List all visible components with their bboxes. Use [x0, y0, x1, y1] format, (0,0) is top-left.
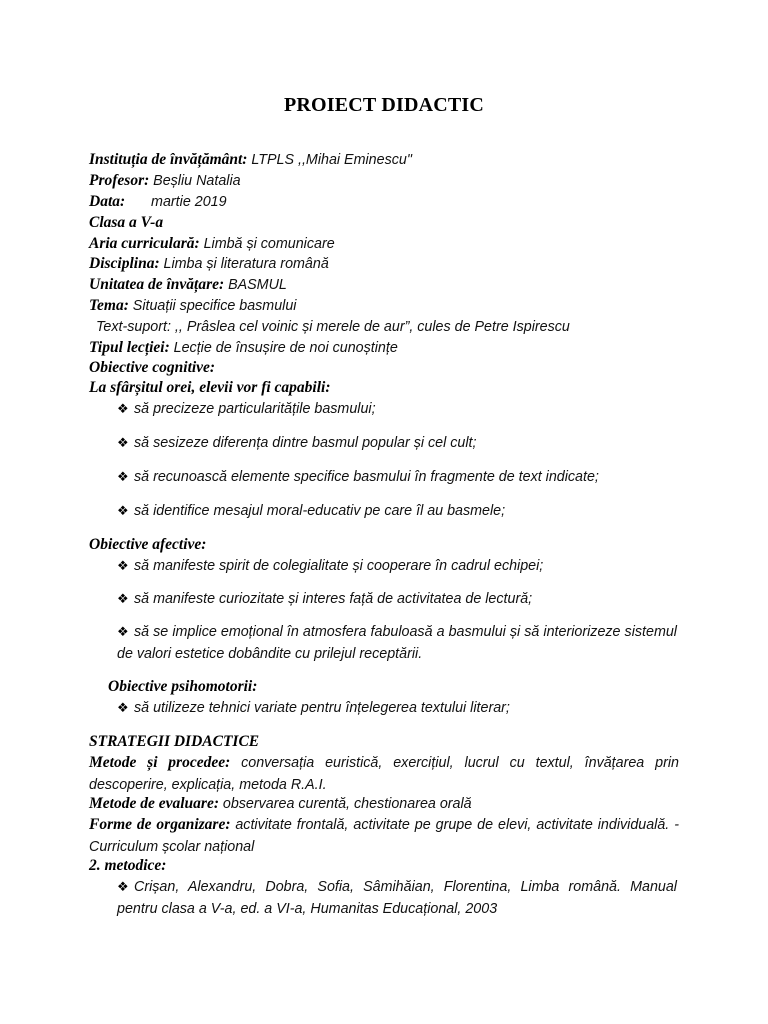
- list-item-text: să se implice emoțional în atmosfera fabuloasă a basmului și să interiorizeze sistemul de valori estetice dobândite cu prilejul receptării.: [117, 624, 677, 662]
- cognitive-objectives-label: Obiective cognitive:: [89, 359, 216, 376]
- institution-label: Instituția de învățământ:: [89, 151, 248, 168]
- teacher-value: Beșliu Natalia: [153, 173, 241, 189]
- theme-label: Tema:: [89, 297, 129, 314]
- list-item: [117, 398, 677, 420]
- organization-paragraph: [89, 814, 679, 858]
- methods-label: Metode și procedee:: [89, 754, 231, 771]
- list-item: [117, 876, 677, 920]
- strategies-heading: STRATEGII DIDACTICE: [89, 733, 260, 750]
- support-text: Text-suport: ,, Prâslea cel voinic și merele de aur”, cules de Petre Ispirescu: [96, 319, 570, 335]
- evaluation-label: Metode de evaluare:: [89, 795, 219, 812]
- cognitive-objectives-intro-text: La sfârșitul orei, elevii vor fi capabili:: [89, 379, 331, 396]
- bullet-icon: ❖: [117, 401, 129, 416]
- curricular-area-line: [89, 234, 679, 254]
- list-item-text: să recunoască elemente specifice basmului în fragmente de text indicate;: [134, 469, 599, 485]
- page-title: PROIECT DIDACTIC: [283, 94, 485, 116]
- cognitive-objectives-heading: [89, 358, 679, 378]
- bullet-icon: ❖: [117, 879, 129, 894]
- list-item-text: să sesizeze diferența dintre basmul popular și cel cult;: [134, 435, 477, 451]
- methods-paragraph: [89, 752, 679, 796]
- support-text-line: [96, 317, 686, 337]
- evaluation-line: [89, 794, 679, 814]
- date-value: martie 2019: [151, 194, 227, 210]
- psychomotor-objectives-label: Obiective psihomotorii:: [108, 678, 258, 695]
- list-item: [117, 500, 677, 522]
- list-item: [117, 697, 677, 719]
- discipline-value: Limba și literatura română: [163, 256, 329, 272]
- curricular-area-label: Aria curriculară:: [89, 235, 200, 252]
- institution-value: LTPLS ,,Mihai Eminescu": [251, 152, 412, 168]
- cognitive-objectives-intro: [89, 378, 679, 398]
- list-item-text: să precizeze particularitățile basmului;: [134, 401, 376, 417]
- learning-unit-value: BASMUL: [228, 277, 287, 293]
- methodical-line: [89, 856, 679, 876]
- teacher-line: [89, 171, 679, 191]
- lesson-type-label: Tipul lecției:: [89, 339, 170, 356]
- date-line: [89, 192, 679, 212]
- learning-unit-label: Unitatea de învățare:: [89, 276, 225, 293]
- bullet-icon: ❖: [117, 624, 129, 639]
- methodical-label: 2. metodice:: [89, 857, 167, 874]
- bullet-icon: ❖: [117, 700, 129, 715]
- bullet-icon: ❖: [117, 503, 129, 518]
- list-item: [117, 555, 677, 577]
- psychomotor-objectives-heading: [108, 677, 698, 697]
- organization-value: activitate frontală, activitate pe grupe de elevi, activitate individuală. -Curriculum școlar național: [89, 817, 679, 855]
- date-label: Data:: [89, 193, 126, 210]
- list-item: [117, 588, 677, 610]
- class-label: Clasa a V-a: [89, 214, 164, 231]
- teacher-label: Profesor:: [89, 172, 150, 189]
- list-item-text: să manifeste curiozitate și interes față de activitatea de lectură;: [134, 591, 533, 607]
- theme-line: [89, 296, 679, 316]
- organization-label: Forme de organizare:: [89, 816, 231, 833]
- list-item-text: să identifice mesajul moral-educativ pe care îl au basmele;: [134, 503, 506, 519]
- class-line: [89, 213, 679, 233]
- bullet-icon: ❖: [117, 469, 129, 484]
- affective-objectives-label: Obiective afective:: [89, 536, 207, 553]
- curricular-area-value: Limbă și comunicare: [203, 236, 335, 252]
- list-item: [117, 432, 677, 454]
- learning-unit-line: [89, 275, 679, 295]
- institution-line: [89, 150, 679, 170]
- bullet-icon: ❖: [117, 435, 129, 450]
- list-item-text: să manifeste spirit de colegialitate și cooperare în cadrul echipei;: [134, 558, 544, 574]
- list-item: [117, 621, 677, 665]
- list-item-text: să utilizeze tehnici variate pentru înțelegerea textului literar;: [134, 700, 510, 716]
- affective-objectives-heading: [89, 535, 679, 555]
- bullet-icon: ❖: [117, 591, 129, 606]
- lesson-type-value: Lecție de însușire de noi cunoștințe: [173, 340, 398, 356]
- methods-value: conversația euristică, exercițiul, lucrul cu textul, învățarea prin descoperire, explicația, metoda R.A.I.: [89, 755, 680, 793]
- bullet-icon: ❖: [117, 558, 129, 573]
- evaluation-value: observarea curentă, chestionarea orală: [222, 796, 472, 812]
- list-item-text: Crișan, Alexandru, Dobra, Sofia, Sâmihăian, Florentina, Limba română. Manual pentru clasa a V-a, ed. a VI-a, Humanitas Educațional, 2003: [117, 879, 677, 917]
- discipline-label: Disciplina:: [89, 255, 160, 272]
- list-item: [117, 466, 677, 488]
- discipline-line: [89, 254, 679, 274]
- theme-value: Situații specifice basmului: [132, 298, 297, 314]
- lesson-type-line: [89, 338, 679, 358]
